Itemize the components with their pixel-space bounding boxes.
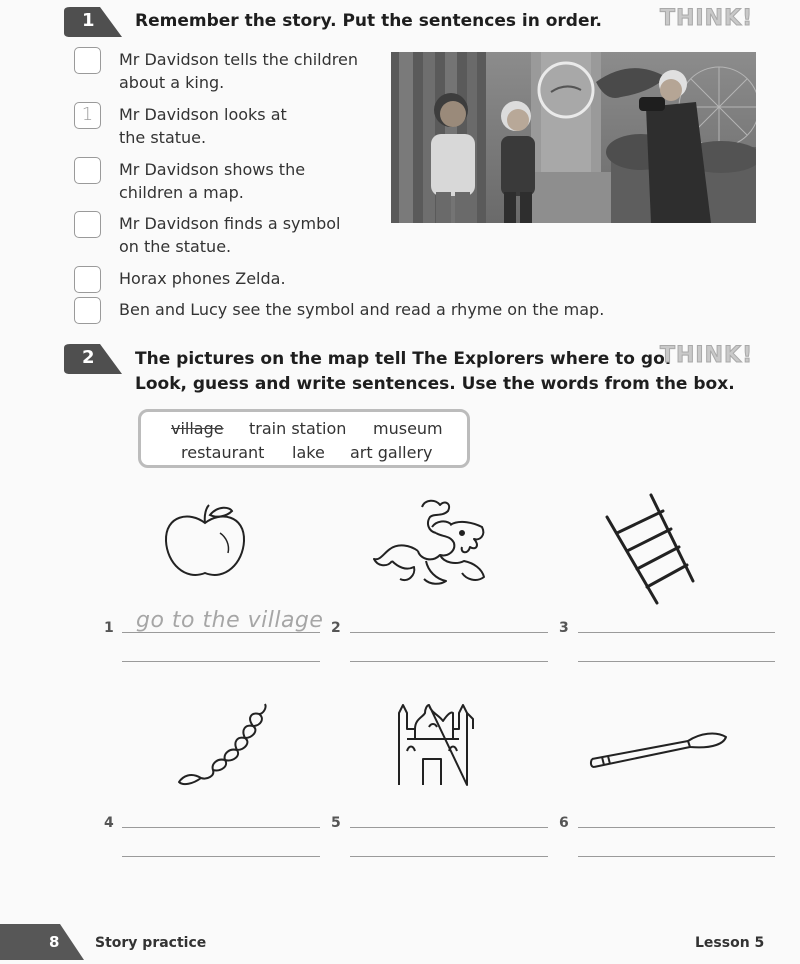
order-sentence-line: the statue. xyxy=(119,128,207,147)
exercise-1-think-label: THINK! xyxy=(660,6,754,31)
answer-line[interactable] xyxy=(122,661,320,662)
footer-lesson: Lesson 5 xyxy=(695,935,765,951)
order-sentence-line: Horax phones Zelda. xyxy=(119,269,286,288)
answer-number: 1 xyxy=(104,620,114,636)
order-sentence xyxy=(119,158,305,204)
order-item-5 xyxy=(74,266,634,294)
order-sentence-line: about a king. xyxy=(119,73,225,92)
word-box xyxy=(138,409,470,468)
answer-line[interactable] xyxy=(122,827,320,828)
page-number: 8 xyxy=(49,933,60,951)
order-sentence-line: Mr Davidson tells the children xyxy=(119,50,358,69)
rope-icon xyxy=(175,700,271,788)
answer-line[interactable] xyxy=(578,827,775,828)
apple-icon xyxy=(160,503,250,581)
answer-number: 6 xyxy=(559,815,569,831)
exercise-2-badge xyxy=(64,344,122,374)
paddle-icon xyxy=(588,727,730,771)
word-museum: museum xyxy=(373,419,443,438)
answer-line[interactable] xyxy=(350,827,548,828)
lion-icon xyxy=(370,497,492,587)
order-sentence-line: Mr Davidson shows the xyxy=(119,160,306,179)
answer-line[interactable] xyxy=(350,632,548,633)
answer-line[interactable] xyxy=(578,661,775,662)
exercise-2-number: 2 xyxy=(82,347,95,368)
answer-number: 3 xyxy=(559,620,569,636)
answer-number: 4 xyxy=(104,815,114,831)
order-sentence xyxy=(119,212,340,258)
order-sentence-line: children a map. xyxy=(119,183,244,202)
answer-line[interactable] xyxy=(578,632,775,633)
word-art-gallery: art gallery xyxy=(350,443,433,462)
exercise-2-think-label: THINK! xyxy=(660,343,754,368)
word-village: village xyxy=(171,419,224,438)
exercise-1-instruction: Remember the story. Put the sentences in order. xyxy=(135,11,602,31)
answer-number: 2 xyxy=(331,620,341,636)
order-answer-box[interactable] xyxy=(74,47,101,74)
order-sentence xyxy=(119,103,287,149)
order-answer-box[interactable] xyxy=(74,266,101,293)
exercise-1-badge xyxy=(64,7,122,37)
word-lake: lake xyxy=(292,443,325,462)
answer-number: 5 xyxy=(331,815,341,831)
story-photo xyxy=(391,52,756,223)
order-sentence xyxy=(119,267,286,290)
order-sentence-line: Mr Davidson looks at xyxy=(119,105,287,124)
word-restaurant: restaurant xyxy=(181,443,265,462)
word-train-station: train station xyxy=(249,419,347,438)
ladder-icon xyxy=(601,491,699,605)
order-answer-box[interactable] xyxy=(74,211,101,238)
order-answer-box[interactable] xyxy=(74,297,101,324)
order-sentence xyxy=(119,48,358,94)
order-sentence-line: Mr Davidson finds a symbol xyxy=(119,214,341,233)
order-sentence xyxy=(119,298,604,321)
answer-1-text[interactable]: go to the village xyxy=(136,608,324,633)
palace-icon xyxy=(393,699,481,787)
page-number-tab xyxy=(0,924,84,964)
answer-line[interactable] xyxy=(578,856,775,857)
order-answer-box[interactable]: 1 xyxy=(74,102,101,129)
order-item-6 xyxy=(74,297,634,325)
exercise-2-instruction-line-1: The pictures on the map tell The Explorers where to go. xyxy=(135,349,672,369)
footer-section-title: Story practice xyxy=(95,935,207,951)
answer-line[interactable] xyxy=(350,856,548,857)
order-sentence-line: on the statue. xyxy=(119,237,232,256)
order-answer-box[interactable] xyxy=(74,157,101,184)
answer-line[interactable] xyxy=(122,856,320,857)
exercise-2-instruction-line-2: Look, guess and write sentences. Use the words from the box. xyxy=(135,374,735,394)
answer-line[interactable] xyxy=(350,661,548,662)
order-sentence-line: Ben and Lucy see the symbol and read a rhyme on the map. xyxy=(119,300,605,319)
exercise-1-number: 1 xyxy=(82,10,95,31)
answer-line[interactable] xyxy=(122,632,320,633)
